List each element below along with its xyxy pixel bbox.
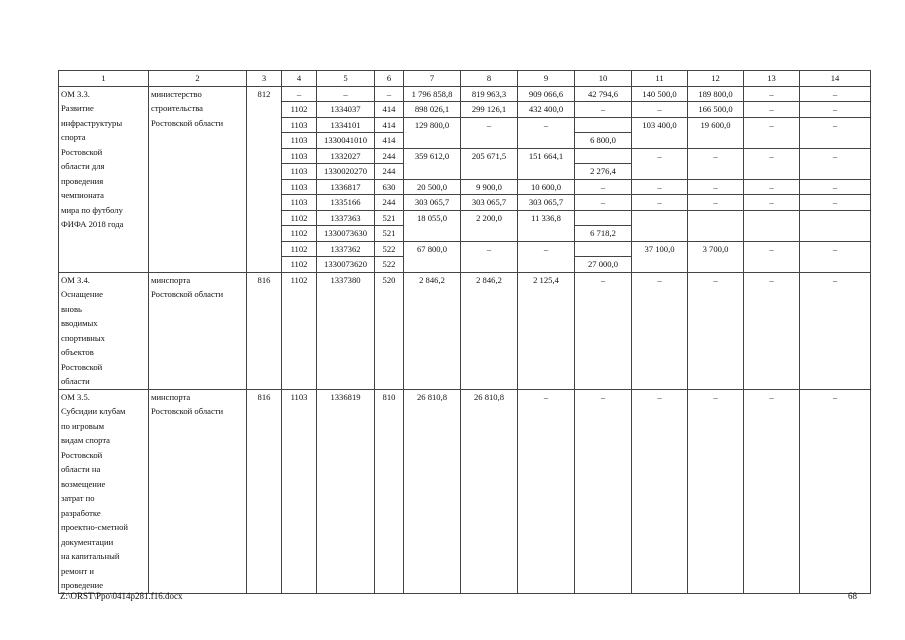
column-number-11: 11 (632, 71, 688, 87)
value-cell (575, 148, 632, 164)
value-cell: 11 336,8 (518, 210, 575, 241)
value-cell: 2 846,2 (461, 272, 518, 389)
value-cell: – (744, 117, 800, 148)
value-cell: 140 500,0 (632, 86, 688, 102)
value-cell: 18 055,0 (404, 210, 461, 241)
value-cell: – (461, 241, 518, 272)
value-cell: 1102 (282, 241, 317, 257)
value-cell: 414 (375, 117, 404, 133)
value-cell: 129 800,0 (404, 117, 461, 148)
value-cell: 1330073620 (317, 257, 375, 273)
value-cell (744, 210, 800, 241)
value-cell: 1337362 (317, 241, 375, 257)
measure-name-line: видам спорта (61, 435, 110, 445)
value-cell: 3 700,0 (688, 241, 744, 272)
measure-name-line: проектно-сметной (61, 522, 129, 532)
value-cell: 359 612,0 (404, 148, 461, 179)
value-cell: – (632, 179, 688, 195)
value-cell: – (800, 195, 871, 211)
value-cell: 303 065,7 (404, 195, 461, 211)
measure-name-line: области (61, 376, 90, 386)
measure-name-line: вводимых (61, 318, 98, 328)
file-path-footer: Z:\ORST\Ppo\0414p281.f16.docx (60, 591, 183, 601)
value-cell: – (575, 195, 632, 211)
value-cell: – (688, 179, 744, 195)
column-number-12: 12 (688, 71, 744, 87)
column-number-6: 6 (375, 71, 404, 87)
value-cell: – (375, 86, 404, 102)
executor-line: Ростовской области (151, 117, 224, 128)
value-cell: – (800, 117, 871, 148)
value-cell: 1102 (282, 210, 317, 226)
measure-name-line: ОМ 3.4. (61, 274, 90, 285)
value-cell: 810 (375, 389, 404, 593)
table-row (59, 389, 871, 593)
value-cell (575, 241, 632, 257)
value-cell (575, 210, 632, 226)
column-number-13: 13 (744, 71, 800, 87)
value-cell: 414 (375, 133, 404, 149)
value-cell: 1103 (282, 195, 317, 211)
column-number-10: 10 (575, 71, 632, 87)
value-cell: 522 (375, 257, 404, 273)
measure-name-line: Развитие (61, 103, 94, 113)
measure-name-line: ОМ 3.5. (61, 391, 90, 402)
value-cell: 26 810,8 (461, 389, 518, 593)
value-cell: 1332027 (317, 148, 375, 164)
measure-name-line: Ростовской (61, 146, 103, 157)
measure-name-line: ремонт и (61, 565, 94, 576)
value-cell: – (800, 389, 871, 593)
value-cell: – (744, 195, 800, 211)
value-cell: – (744, 179, 800, 195)
value-cell (632, 210, 688, 241)
budget-table (58, 70, 871, 594)
value-cell: 244 (375, 148, 404, 164)
value-cell: 909 066,6 (518, 86, 575, 102)
ministry-code-cell: 816 (247, 389, 282, 593)
table-row (59, 272, 871, 389)
value-cell: – (800, 179, 871, 195)
value-cell: 414 (375, 102, 404, 118)
value-cell: 521 (375, 210, 404, 226)
value-cell: 1334037 (317, 102, 375, 118)
executor-line: минспорта (151, 274, 191, 285)
value-cell: – (744, 241, 800, 272)
value-cell: – (800, 86, 871, 102)
column-number-9: 9 (518, 71, 575, 87)
value-cell: 42 794,6 (575, 86, 632, 102)
value-cell: 521 (375, 226, 404, 242)
value-cell: – (744, 389, 800, 593)
value-cell: – (688, 389, 744, 593)
value-cell: 1103 (282, 133, 317, 149)
value-cell: 1102 (282, 257, 317, 273)
executor-cell (149, 389, 247, 593)
measure-name-line: проведение (61, 580, 104, 590)
table-body (59, 71, 871, 594)
value-cell: – (518, 241, 575, 272)
value-cell: – (575, 179, 632, 195)
value-cell: 432 400,0 (518, 102, 575, 118)
value-cell: 19 600,0 (688, 117, 744, 148)
value-cell: – (518, 117, 575, 148)
measure-name-line: спортивных (61, 332, 105, 343)
value-cell: – (317, 86, 375, 102)
value-cell: 151 664,1 (518, 148, 575, 179)
value-cell: 9 900,0 (461, 179, 518, 195)
executor-line: Ростовской области (151, 289, 224, 299)
column-number-5: 5 (317, 71, 375, 87)
value-cell: – (800, 148, 871, 179)
column-number-4: 4 (282, 71, 317, 87)
measure-name-line: проведения (61, 175, 104, 186)
value-cell: 1330073630 (317, 226, 375, 242)
value-cell: 6 800,0 (575, 133, 632, 149)
value-cell: 26 810,8 (404, 389, 461, 593)
column-number-14: 14 (800, 71, 871, 87)
value-cell: 20 500,0 (404, 179, 461, 195)
value-cell: 1103 (282, 179, 317, 195)
value-cell: 1103 (282, 389, 317, 593)
ministry-code-cell: 816 (247, 272, 282, 389)
value-cell: – (575, 389, 632, 593)
value-cell: 1337380 (317, 272, 375, 389)
executor-line: министерство (151, 88, 202, 99)
value-cell: 244 (375, 195, 404, 211)
value-cell: 1330041010 (317, 133, 375, 149)
measure-name-cell (59, 86, 149, 272)
value-cell: 1336817 (317, 179, 375, 195)
column-number-8: 8 (461, 71, 518, 87)
measure-name-line: разработке (61, 507, 101, 518)
measure-name-line: вновь (61, 303, 82, 314)
value-cell: – (632, 389, 688, 593)
value-cell: 630 (375, 179, 404, 195)
measure-name-line: инфраструктуры (61, 117, 123, 128)
value-cell: – (632, 272, 688, 389)
value-cell: – (575, 102, 632, 118)
value-cell: – (632, 195, 688, 211)
value-cell: 67 800,0 (404, 241, 461, 272)
value-cell: 103 400,0 (632, 117, 688, 148)
page-number: 68 (848, 591, 857, 601)
value-cell: 1334101 (317, 117, 375, 133)
value-cell: – (744, 148, 800, 179)
measure-name-line: затрат по (61, 493, 95, 503)
measure-name-line: объектов (61, 347, 94, 357)
measure-name-line: Ростовской (61, 449, 103, 460)
measure-name-line: Субсидии клубам (61, 406, 126, 416)
value-cell: 1103 (282, 164, 317, 180)
value-cell: 819 963,3 (461, 86, 518, 102)
value-cell: 2 125,4 (518, 272, 575, 389)
value-cell: – (688, 272, 744, 389)
value-cell: 1103 (282, 148, 317, 164)
value-cell: 37 100,0 (632, 241, 688, 272)
measure-name-line: Оснащение (61, 289, 103, 299)
value-cell: 6 718,2 (575, 226, 632, 242)
measure-name-line: возмещение (61, 478, 106, 489)
measure-name-line: документации (61, 536, 114, 547)
value-cell: – (744, 272, 800, 389)
value-cell: – (632, 148, 688, 179)
value-cell: 205 671,5 (461, 148, 518, 179)
measure-name-line: чемпионата (61, 190, 104, 200)
value-cell: 2 846,2 (404, 272, 461, 389)
measure-name-line: области для (61, 161, 105, 171)
ministry-code-cell: 812 (247, 86, 282, 272)
value-cell: 1102 (282, 272, 317, 389)
value-cell: – (688, 195, 744, 211)
value-cell: 244 (375, 164, 404, 180)
value-cell: 2 276,4 (575, 164, 632, 180)
value-cell: 10 600,0 (518, 179, 575, 195)
value-cell: 522 (375, 241, 404, 257)
measure-name-line: на капитальный (61, 551, 120, 561)
value-cell: – (800, 272, 871, 389)
value-cell: 299 126,1 (461, 102, 518, 118)
measure-name-line: по игровым (61, 420, 105, 431)
measure-name-cell (59, 389, 149, 593)
executor-line: строительства (151, 103, 203, 113)
value-cell: 1330020270 (317, 164, 375, 180)
executor-cell (149, 272, 247, 389)
executor-cell (149, 86, 247, 272)
column-number-1: 1 (59, 71, 149, 87)
executor-line: Ростовской области (151, 406, 224, 416)
measure-name-line: области на (61, 464, 101, 474)
value-cell: – (575, 272, 632, 389)
measure-name-line: спорта (61, 132, 86, 142)
measure-name-line: Ростовской (61, 361, 103, 372)
value-cell: 1335166 (317, 195, 375, 211)
value-cell: 189 800,0 (688, 86, 744, 102)
column-number-2: 2 (149, 71, 247, 87)
value-cell: – (461, 117, 518, 148)
value-cell: 1337363 (317, 210, 375, 226)
value-cell: 166 500,0 (688, 102, 744, 118)
column-number-3: 3 (247, 71, 282, 87)
value-cell: – (744, 102, 800, 118)
value-cell: 303 065,7 (518, 195, 575, 211)
value-cell: – (744, 86, 800, 102)
value-cell (575, 117, 632, 133)
value-cell: – (518, 389, 575, 593)
value-cell (688, 210, 744, 241)
value-cell: – (632, 102, 688, 118)
measure-name-line: мира по футболу (61, 204, 123, 215)
value-cell: 303 065,7 (461, 195, 518, 211)
value-cell (800, 210, 871, 241)
value-cell: 1102 (282, 102, 317, 118)
value-cell: – (282, 86, 317, 102)
measure-name-line: ФИФА 2018 года (61, 219, 124, 229)
header-row (59, 71, 871, 87)
table-row (59, 86, 871, 102)
value-cell: 1102 (282, 226, 317, 242)
value-cell: – (688, 148, 744, 179)
column-number-7: 7 (404, 71, 461, 87)
value-cell: 898 026,1 (404, 102, 461, 118)
value-cell: – (800, 102, 871, 118)
value-cell: 27 000,0 (575, 257, 632, 273)
executor-line: минспорта (151, 391, 191, 402)
value-cell: – (800, 241, 871, 272)
value-cell: 2 200,0 (461, 210, 518, 241)
measure-name-line: ОМ 3.3. (61, 88, 90, 99)
value-cell: 520 (375, 272, 404, 389)
value-cell: 1103 (282, 117, 317, 133)
value-cell: 1336819 (317, 389, 375, 593)
measure-name-cell (59, 272, 149, 389)
value-cell: 1 796 858,8 (404, 86, 461, 102)
